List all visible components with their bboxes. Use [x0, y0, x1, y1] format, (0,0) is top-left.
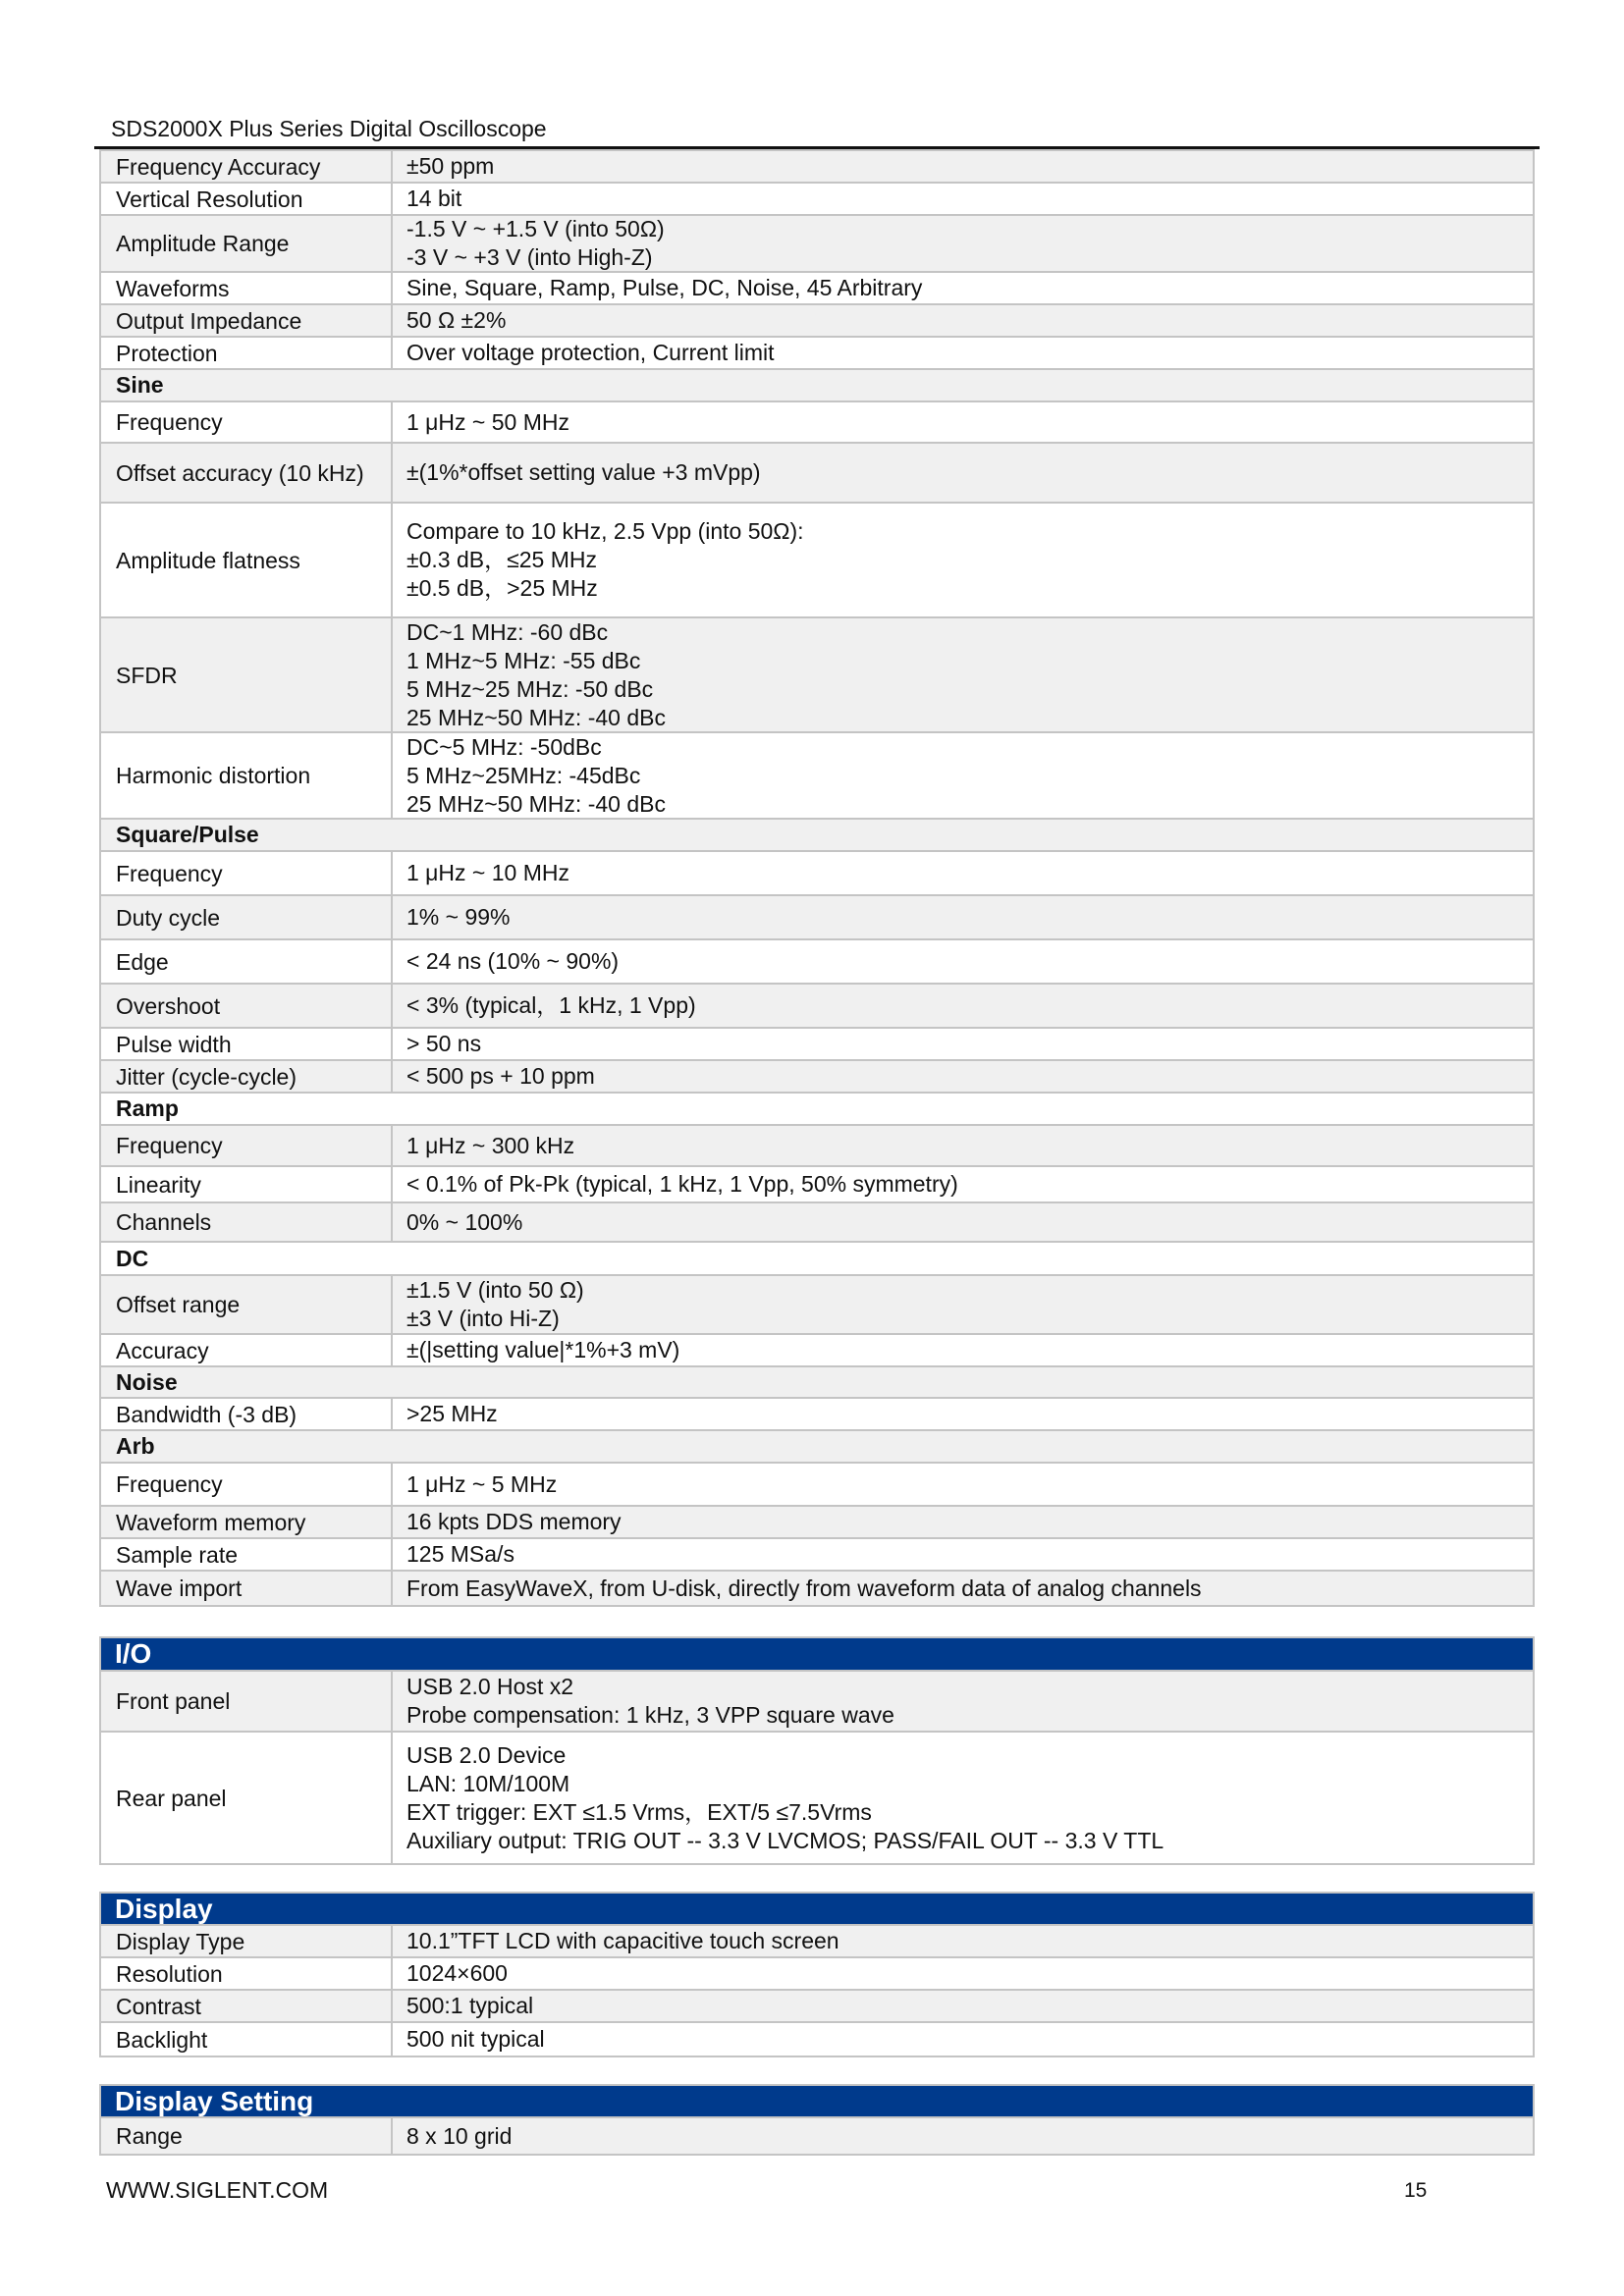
group-heading: Sine	[116, 372, 164, 398]
section-group-ramp	[101, 1094, 1533, 1126]
spec-row-duty-cycle	[101, 896, 1533, 940]
spec-row-channels	[101, 1203, 1533, 1243]
spec-value	[393, 1276, 1533, 1333]
spec-value	[393, 1672, 1533, 1731]
spec-value	[393, 1167, 1533, 1201]
spec-label: Frequency	[101, 1464, 393, 1505]
spec-row-offset-range	[101, 1276, 1533, 1335]
section-header: I/O	[101, 1638, 1533, 1672]
group-heading: DC	[116, 1245, 149, 1271]
spec-value-line: 1% ~ 99%	[406, 904, 511, 930]
spec-value-line: ±3 V (into Hi-Z)	[406, 1306, 560, 1331]
spec-value	[393, 1733, 1533, 1863]
spec-value-line: -3 V ~ +3 V (into High-Z)	[406, 244, 653, 270]
spec-row-accuracy	[101, 1335, 1533, 1367]
spec-value-line: ±1.5 V (into 50 Ω)	[406, 1277, 584, 1303]
spec-value	[393, 1507, 1533, 1537]
spec-row-backlight	[101, 2023, 1533, 2056]
spec-label: Front panel	[101, 1672, 393, 1731]
spec-row-sample-rate	[101, 1539, 1533, 1572]
spec-value-line: ±(1%*offset setting value +3 mVpp)	[406, 459, 761, 485]
spec-value-line: 10.1”TFT LCD with capacitive touch screen	[406, 1928, 839, 1953]
spec-label: Duty cycle	[101, 896, 393, 938]
spec-label: Bandwidth (-3 dB)	[101, 1399, 393, 1429]
spec-label: Protection	[101, 338, 393, 368]
group-heading: Square/Pulse	[116, 822, 259, 847]
spec-value-line: > 50 ns	[406, 1031, 482, 1056]
spec-label: Offset range	[101, 1276, 393, 1333]
spec-value-line: 50 Ω ±2%	[406, 307, 507, 333]
spec-label: Frequency	[101, 852, 393, 894]
spec-label: Overshoot	[101, 985, 393, 1027]
section-group-arb	[101, 1431, 1533, 1464]
spec-value-line: DC~1 MHz: -60 dBc	[406, 618, 609, 645]
spec-label: Output Impedance	[101, 305, 393, 336]
spec-label: Channels	[101, 1203, 393, 1241]
spec-label: Jitter (cycle-cycle)	[101, 1061, 393, 1092]
page-number: 15	[1404, 2179, 1428, 2202]
spec-label: Offset accuracy (10 kHz)	[101, 444, 393, 502]
spec-value	[393, 1926, 1533, 1956]
spec-value	[393, 1061, 1533, 1092]
spec-value-line: < 0.1% of Pk-Pk (typical, 1 kHz, 1 Vpp, 50% symmetry)	[406, 1171, 958, 1197]
spec-value-line: < 24 ns (10% ~ 90%)	[406, 948, 620, 974]
spec-row-pulse-width	[101, 1029, 1533, 1061]
spec-label: Linearity	[101, 1167, 393, 1201]
spec-value-line: ±0.5 dB，>25 MHz	[406, 575, 598, 601]
spec-value-line: Auxiliary output: TRIG OUT -- 3.3 V LVCMOS; PASS/FAIL OUT -- 3.3 V TTL	[406, 1827, 1164, 1853]
spec-row-wave-import	[101, 1572, 1533, 1605]
spec-label: Display Type	[101, 1926, 393, 1956]
spec-value-line: Over voltage protection, Current limit	[406, 340, 775, 365]
section-group-sine	[101, 370, 1533, 402]
spec-value-line: ±(|setting value|*1%+3 mV)	[406, 1337, 680, 1362]
spec-value	[393, 444, 1533, 502]
spec-label: Range	[101, 2118, 393, 2154]
spec-label: Pulse width	[101, 1029, 393, 1059]
spec-value	[393, 940, 1533, 983]
spec-value	[393, 402, 1533, 442]
spec-value	[393, 1335, 1533, 1365]
spec-value-line: ±0.3 dB，≤25 MHz	[406, 547, 597, 572]
spec-label: Waveforms	[101, 273, 393, 303]
spec-label: Waveform memory	[101, 1507, 393, 1537]
spec-label: Backlight	[101, 2023, 393, 2056]
spec-label: Sample rate	[101, 1539, 393, 1570]
spec-label: Wave import	[101, 1572, 393, 1605]
spec-label: Frequency	[101, 1126, 393, 1165]
spec-value-line: 1024×600	[406, 1960, 508, 1986]
spec-row-display-type	[101, 1926, 1533, 1958]
spec-value	[393, 305, 1533, 336]
spec-row-frequency	[101, 852, 1533, 896]
spec-row-contrast	[101, 1991, 1533, 2023]
spec-value	[393, 1203, 1533, 1241]
spec-row-vertical-resolution	[101, 184, 1533, 216]
spec-label: Frequency Accuracy	[101, 151, 393, 182]
spec-label: Amplitude flatness	[101, 504, 393, 616]
spec-row-frequency	[101, 1126, 1533, 1167]
spec-row-jitter-cycle-cycle	[101, 1061, 1533, 1094]
spec-label: Harmonic distortion	[101, 733, 393, 818]
spec-label: Frequency	[101, 402, 393, 442]
spec-value-line: 5 MHz~25MHz: -45dBc	[406, 762, 641, 788]
spec-label: SFDR	[101, 618, 393, 731]
spec-value	[393, 184, 1533, 214]
spec-value	[393, 1464, 1533, 1505]
section-group-dc	[101, 1243, 1533, 1276]
spec-row-front-panel	[101, 1672, 1533, 1733]
spec-value-line: USB 2.0 Host x2	[406, 1674, 574, 1699]
spec-value-line: 25 MHz~50 MHz: -40 dBc	[406, 790, 666, 817]
spec-value-line: USB 2.0 Device	[406, 1741, 567, 1768]
spec-value	[393, 618, 1533, 731]
spec-table-io	[99, 1636, 1535, 1865]
spec-value-line: LAN: 10M/100M	[406, 1770, 570, 1796]
spec-value-line: < 3% (typical，1 kHz, 1 Vpp)	[406, 992, 696, 1018]
spec-value-line: Compare to 10 kHz, 2.5 Vpp (into 50Ω):	[406, 518, 804, 544]
spec-value-line: 500:1 typical	[406, 1993, 534, 2018]
spec-value-line: 25 MHz~50 MHz: -40 dBc	[406, 704, 666, 730]
spec-row-output-impedance	[101, 305, 1533, 338]
spec-label: Resolution	[101, 1958, 393, 1989]
spec-value	[393, 1572, 1533, 1605]
spec-row-amplitude-range	[101, 216, 1533, 273]
spec-value	[393, 1029, 1533, 1059]
spec-value	[393, 2118, 1533, 2154]
spec-row-protection	[101, 338, 1533, 370]
spec-row-rear-panel	[101, 1733, 1533, 1863]
spec-label: Edge	[101, 940, 393, 983]
spec-value	[393, 1126, 1533, 1165]
spec-value	[393, 273, 1533, 303]
spec-table-waveform-generator	[99, 149, 1535, 1607]
spec-value	[393, 216, 1533, 271]
spec-table-display	[99, 1892, 1535, 2057]
spec-value-line: 16 kpts DDS memory	[406, 1509, 622, 1534]
spec-row-amplitude-flatness	[101, 504, 1533, 618]
spec-value-line: 125 MSa/s	[406, 1541, 514, 1567]
group-heading: Ramp	[116, 1095, 179, 1121]
section-group-noise	[101, 1367, 1533, 1399]
spec-value	[393, 338, 1533, 368]
spec-value	[393, 1399, 1533, 1429]
spec-row-overshoot	[101, 985, 1533, 1029]
spec-row-frequency	[101, 402, 1533, 444]
spec-label: Amplitude Range	[101, 216, 393, 271]
spec-value-line: 500 nit typical	[406, 2026, 545, 2052]
spec-value-line: 5 MHz~25 MHz: -50 dBc	[406, 675, 654, 702]
spec-value-line: EXT trigger: EXT ≤1.5 Vrms，EXT/5 ≤7.5Vrms	[406, 1798, 872, 1825]
spec-row-frequency	[101, 1464, 1533, 1507]
spec-value-line: 0% ~ 100%	[406, 1208, 523, 1235]
spec-row-offset-accuracy-10-khz	[101, 444, 1533, 504]
spec-value-line: 1 MHz~5 MHz: -55 dBc	[406, 647, 641, 673]
spec-row-sfdr	[101, 618, 1533, 733]
spec-row-harmonic-distortion	[101, 733, 1533, 820]
spec-label: Rear panel	[101, 1733, 393, 1863]
spec-value-line: 1 μHz ~ 5 MHz	[406, 1470, 558, 1497]
spec-value-line: -1.5 V ~ +1.5 V (into 50Ω)	[406, 216, 665, 241]
document-title: SDS2000X Plus Series Digital Oscilloscope	[111, 116, 547, 141]
spec-value	[393, 1539, 1533, 1570]
spec-value-line: >25 MHz	[406, 1401, 498, 1426]
spec-row-range	[101, 2118, 1533, 2154]
section-header: Display	[101, 1894, 1533, 1926]
spec-row-waveforms	[101, 273, 1533, 305]
spec-value	[393, 896, 1533, 938]
spec-value	[393, 151, 1533, 182]
section-group-square-pulse	[101, 820, 1533, 852]
spec-row-linearity	[101, 1167, 1533, 1203]
spec-table-display-setting	[99, 2084, 1535, 2156]
spec-value-line: DC~5 MHz: -50dBc	[406, 733, 602, 760]
spec-value	[393, 1958, 1533, 1989]
spec-label: Accuracy	[101, 1335, 393, 1365]
spec-row-frequency-accuracy	[101, 151, 1533, 184]
spec-row-resolution	[101, 1958, 1533, 1991]
spec-value	[393, 985, 1533, 1027]
footer-website: WWW.SIGLENT.COM	[106, 2177, 329, 2203]
spec-value-line: Sine, Square, Ramp, Pulse, DC, Noise, 45 Arbitrary	[406, 275, 923, 300]
spec-value-line: 1 μHz ~ 50 MHz	[406, 408, 569, 435]
spec-row-bandwidth-3-db	[101, 1399, 1533, 1431]
spec-value-line: < 500 ps + 10 ppm	[406, 1063, 595, 1089]
spec-label: Vertical Resolution	[101, 184, 393, 214]
spec-value	[393, 852, 1533, 894]
spec-value-line: Probe compensation: 1 kHz, 3 VPP square wave	[406, 1702, 894, 1728]
spec-label: Contrast	[101, 1991, 393, 2021]
group-heading: Noise	[116, 1368, 178, 1395]
spec-value-line: ±50 ppm	[406, 153, 495, 179]
spec-value-line: 14 bit	[406, 186, 462, 211]
spec-row-waveform-memory	[101, 1507, 1533, 1539]
section-header: Display Setting	[101, 2086, 1533, 2118]
spec-value	[393, 733, 1533, 818]
spec-row-edge	[101, 940, 1533, 985]
spec-value	[393, 1991, 1533, 2021]
spec-value-line: 1 μHz ~ 10 MHz	[406, 860, 569, 885]
spec-value-line: 8 x 10 grid	[406, 2122, 513, 2149]
spec-value	[393, 2023, 1533, 2056]
spec-value-line: From EasyWaveX, from U-disk, directly from waveform data of analog channels	[406, 1575, 1202, 1601]
spec-value-line: 1 μHz ~ 300 kHz	[406, 1132, 575, 1158]
group-heading: Arb	[116, 1433, 155, 1459]
spec-value	[393, 504, 1533, 616]
